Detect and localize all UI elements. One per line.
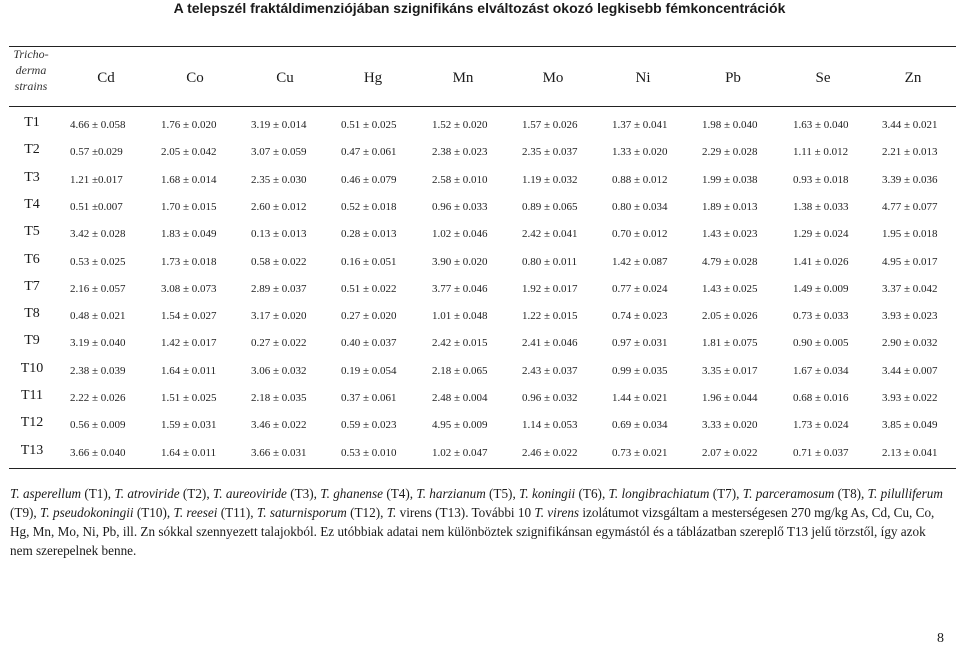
table-cell: 0.99 ± 0.035 [612, 364, 668, 377]
table-cell: 3.42 ± 0.028 [70, 228, 126, 241]
table-cell: 3.35 ± 0.017 [702, 364, 758, 377]
footnote-text: (T9), [10, 505, 41, 520]
footnote-text: (T10), [133, 505, 174, 520]
row-strain-label: T3 [24, 169, 40, 185]
table-cell: 0.40 ± 0.037 [341, 337, 397, 350]
metal-header: Pb [725, 70, 741, 86]
table-cell: 0.47 ± 0.061 [341, 146, 397, 159]
footnote-text: virens (T13). További 10 [396, 505, 535, 520]
table-cell: 3.90 ± 0.020 [432, 255, 488, 268]
metal-header: Cu [276, 70, 294, 86]
table-cell: 1.42 ± 0.017 [161, 337, 217, 350]
row-strain-label: T10 [20, 360, 44, 376]
metal-header: Co [186, 70, 204, 86]
table-cell: 0.27 ± 0.022 [251, 337, 307, 350]
table-cell: 1.54 ± 0.027 [161, 310, 217, 323]
table-cell: 1.89 ± 0.013 [702, 200, 758, 213]
table-cell: 0.68 ± 0.016 [793, 392, 849, 404]
row-strain-label: T13 [20, 442, 44, 458]
table-cell: 0.77 ± 0.024 [612, 282, 668, 295]
footnote [10, 484, 950, 560]
table-cell: 0.53 ± 0.025 [70, 255, 126, 268]
table-cell: 1.02 ± 0.046 [432, 228, 488, 241]
table-cell: 2.46 ± 0.022 [522, 446, 578, 459]
row-strain-label: T1 [24, 115, 40, 130]
table-cell: 2.90 ± 0.032 [882, 337, 938, 350]
table-cell: 3.66 ± 0.031 [251, 446, 307, 459]
table-cell: 2.21 ± 0.013 [882, 146, 938, 159]
table-cell: 1.52 ± 0.020 [432, 119, 488, 131]
table-cell: 1.57 ± 0.026 [522, 119, 578, 131]
metal-header: Cd [97, 70, 115, 86]
table-cell: 0.58 ± 0.022 [251, 255, 307, 268]
table-cell: 3.37 ± 0.042 [882, 282, 938, 295]
table-cell: 2.22 ± 0.026 [70, 392, 126, 404]
table-cell: 0.46 ± 0.079 [341, 173, 397, 186]
table-cell: 0.57 ±0.029 [70, 146, 123, 159]
table-cell: 1.44 ± 0.021 [612, 392, 668, 404]
table-cell: 1.64 ± 0.011 [161, 364, 217, 377]
table-cell: 3.17 ± 0.020 [251, 310, 307, 323]
table-cell: 2.41 ± 0.046 [522, 337, 578, 350]
table-cell: 0.88 ± 0.012 [612, 173, 668, 186]
table-cell: 1.49 ± 0.009 [793, 282, 849, 295]
table-cell: 1.22 ± 0.015 [522, 310, 578, 323]
table-cell: 1.41 ± 0.026 [793, 255, 849, 268]
table-cell: 2.42 ± 0.015 [432, 337, 488, 350]
row-strain-label: T5 [24, 224, 40, 240]
table-cell: 2.60 ± 0.012 [251, 200, 307, 213]
metal-header: Ni [635, 70, 651, 86]
table-cell: 0.96 ± 0.033 [432, 200, 488, 213]
strain-header-line-3: strains [14, 79, 48, 93]
row-strain-label: T6 [24, 251, 40, 267]
footnote-text: (T8), [834, 486, 868, 501]
species-name: T. atroviride [114, 486, 180, 501]
table-cell: 2.35 ± 0.037 [522, 146, 578, 159]
table-cell: 0.56 ± 0.009 [70, 419, 126, 432]
table-cell: 2.35 ± 0.030 [251, 173, 307, 186]
footnote-text: izolátumot vizsgáltam a mesterségesen 270 mg/kg As, Cd, Cu, Co, Hg, Mn, Mo, Ni, Pb, ill. Zn sókkal szennyezett talajokból. Ez utóbbiak adatai nem különböztek szignifikánsan egymástól és a táblázatban szereplő T13 jelű törzstől, így azok nem szerepelnek benne. [10, 505, 935, 558]
table-cell: 2.29 ± 0.028 [702, 146, 758, 159]
table-cell: 3.07 ± 0.059 [251, 146, 307, 159]
table-cell: 0.93 ± 0.018 [793, 173, 849, 186]
table-cell: 1.43 ± 0.023 [702, 228, 758, 241]
footnote-text: (T7), [709, 486, 743, 501]
table-cell: 3.66 ± 0.040 [70, 446, 126, 459]
table-cell: 2.16 ± 0.057 [70, 282, 126, 295]
species-name: T. parceramosum [742, 486, 835, 501]
table-cell: 1.19 ± 0.032 [522, 173, 578, 186]
row-strain-label: T9 [24, 333, 40, 349]
table-cell: 0.71 ± 0.037 [793, 446, 849, 459]
table-cell: 1.11 ± 0.012 [793, 146, 849, 159]
table-cell: 2.05 ± 0.026 [702, 310, 758, 323]
species-name: T. saturnisporum [256, 505, 347, 520]
table-cell: 0.80 ± 0.011 [522, 255, 578, 268]
table-cell: 2.38 ± 0.039 [70, 364, 126, 377]
species-name: T. asperellum [10, 486, 82, 501]
table-cell: 0.97 ± 0.031 [612, 337, 668, 350]
table-cell: 3.19 ± 0.014 [251, 119, 307, 131]
species-name: T. [386, 505, 397, 520]
table-cell: 4.95 ± 0.017 [882, 255, 938, 268]
table-cell: 1.43 ± 0.025 [702, 282, 758, 295]
table-cell: 0.74 ± 0.023 [612, 310, 668, 323]
strain-column-header [10, 46, 52, 94]
table-cell: 0.80 ± 0.034 [612, 200, 668, 213]
table-cell: 2.58 ± 0.010 [432, 173, 488, 186]
table-cell: 3.44 ± 0.021 [882, 119, 938, 131]
table-cell: 0.73 ± 0.033 [793, 310, 849, 323]
species-name: T. harzianum [416, 486, 486, 501]
row-strain-label: T7 [24, 278, 40, 294]
table-cell: 2.13 ± 0.041 [882, 446, 938, 459]
table-cell: 1.81 ± 0.075 [702, 337, 758, 350]
table-cell: 0.28 ± 0.013 [341, 228, 397, 241]
table-top-rule [9, 46, 956, 47]
table-cell: 1.95 ± 0.018 [882, 228, 938, 241]
footnote-text: (T6), [575, 486, 609, 501]
metal-header: Mn [452, 70, 474, 86]
row-strain-label: T12 [20, 415, 44, 431]
table-cell: 1.73 ± 0.018 [161, 255, 217, 268]
table-cell: 0.52 ± 0.018 [341, 200, 397, 213]
table-cell: 0.37 ± 0.061 [341, 392, 397, 404]
row-strain-label: T8 [24, 306, 40, 322]
table-cell: 1.14 ± 0.053 [522, 419, 578, 432]
table-cell: 3.06 ± 0.032 [251, 364, 307, 377]
table-cell: 3.93 ± 0.023 [882, 310, 938, 323]
table-cell: 0.19 ± 0.054 [341, 364, 397, 377]
table-cell: 1.67 ± 0.034 [793, 364, 849, 377]
table-cell: 1.76 ± 0.020 [161, 119, 217, 131]
table-cell: 1.42 ± 0.087 [612, 255, 668, 268]
footnote-text: (T4), [383, 486, 417, 501]
table-cell: 0.70 ± 0.012 [612, 228, 668, 241]
table-cell: 0.89 ± 0.065 [522, 200, 578, 213]
strain-header-line-1: Tricho- [13, 47, 49, 61]
strain-header-line-2: derma [15, 63, 47, 77]
table-cell: 4.79 ± 0.028 [702, 255, 758, 268]
table-cell: 0.51 ± 0.025 [341, 119, 397, 131]
row-strain-label: T2 [24, 142, 40, 158]
table-cell: 3.19 ± 0.040 [70, 337, 126, 350]
table-cell: 1.92 ± 0.017 [522, 282, 578, 295]
species-name: T. aureoviride [212, 486, 287, 501]
table-cell: 3.08 ± 0.073 [161, 282, 217, 295]
table-cell: 1.38 ± 0.033 [793, 200, 849, 213]
metal-header: Mo [542, 70, 564, 86]
table-cell: 2.07 ± 0.022 [702, 446, 758, 459]
footnote-text: (T2), [179, 486, 213, 501]
table-cell: 2.48 ± 0.004 [432, 392, 488, 404]
table-cell: 3.33 ± 0.020 [702, 419, 758, 432]
species-name: T. pilulliferum [867, 486, 943, 501]
table-cell: 4.66 ± 0.058 [70, 119, 126, 131]
table-cell: 0.16 ± 0.051 [341, 255, 397, 268]
table-cell: 0.51 ± 0.022 [341, 282, 397, 295]
table-cell: 0.51 ±0.007 [70, 200, 123, 213]
table-cell: 1.29 ± 0.024 [793, 228, 849, 241]
table-cell: 1.96 ± 0.044 [702, 392, 758, 404]
table-cell: 0.90 ± 0.005 [793, 337, 849, 350]
species-name: T. virens [534, 505, 580, 520]
table-cell: 2.05 ± 0.042 [161, 146, 217, 159]
table-cell: 0.73 ± 0.021 [612, 446, 668, 459]
table-cell: 1.01 ± 0.048 [432, 310, 488, 323]
table-cell: 2.18 ± 0.035 [251, 392, 307, 404]
table-cell: 3.77 ± 0.046 [432, 282, 488, 295]
table-cell: 3.39 ± 0.036 [882, 173, 938, 186]
metal-header: Hg [363, 70, 383, 86]
table-cell: 3.46 ± 0.022 [251, 419, 307, 432]
table-cell: 2.89 ± 0.037 [251, 282, 307, 295]
table-cell: 1.33 ± 0.020 [612, 146, 668, 159]
table-cell: 3.93 ± 0.022 [882, 392, 938, 404]
table-cell: 0.27 ± 0.020 [341, 310, 397, 323]
table-cell: 1.51 ± 0.025 [161, 392, 217, 404]
header-bottom-rule [9, 106, 956, 107]
table-cell: 0.13 ± 0.013 [251, 228, 307, 241]
species-name: T. reesei [173, 505, 218, 520]
footnote-text: (T11), [217, 505, 257, 520]
table-cell: 1.68 ± 0.014 [161, 173, 217, 186]
table-cell: 1.02 ± 0.047 [432, 446, 488, 459]
row-strain-label: T4 [24, 196, 40, 212]
species-name: T. longibrachiatum [608, 486, 710, 501]
metal-header: Zn [904, 70, 922, 86]
table-bottom-rule [9, 468, 956, 469]
species-name: T. pseudokoningii [40, 505, 134, 520]
table-cell: 1.37 ± 0.041 [612, 119, 668, 131]
table-cell: 1.64 ± 0.011 [161, 446, 217, 459]
table-cell: 2.18 ± 0.065 [432, 364, 488, 377]
row-strain-label: T11 [20, 388, 44, 403]
species-name: T. koningii [519, 486, 576, 501]
table-cell: 1.98 ± 0.040 [702, 119, 758, 131]
table-cell: 2.42 ± 0.041 [522, 228, 578, 241]
table-cell: 4.95 ± 0.009 [432, 419, 488, 432]
table-cell: 1.83 ± 0.049 [161, 228, 217, 241]
table-cell: 0.69 ± 0.034 [612, 419, 668, 432]
table-cell: 1.99 ± 0.038 [702, 173, 758, 186]
table-cell: 0.59 ± 0.023 [341, 419, 397, 432]
table-cell: 0.53 ± 0.010 [341, 446, 397, 459]
footnote-text: (T5), [485, 486, 520, 501]
species-name: T. ghanense [320, 486, 384, 501]
table-cell: 3.44 ± 0.007 [882, 364, 938, 377]
table-cell: 0.96 ± 0.032 [522, 392, 578, 404]
footnote-text: (T3), [286, 486, 321, 501]
table-cell: 1.21 ±0.017 [70, 173, 123, 186]
table-cell: 0.48 ± 0.021 [70, 310, 126, 323]
footnote-text: (T12), [346, 505, 387, 520]
page-title: A telepszél fraktáldimenziójában szignifikáns elváltozást okozó legkisebb fémkoncentrációk [173, 0, 786, 16]
metal-header: Se [815, 70, 831, 86]
table-cell: 1.70 ± 0.015 [161, 200, 217, 213]
table-cell: 1.63 ± 0.040 [793, 119, 849, 131]
table-cell: 3.85 ± 0.049 [882, 419, 938, 432]
table-cell: 1.59 ± 0.031 [161, 419, 217, 432]
footnote-text: (T1), [81, 486, 115, 501]
table-cell: 2.38 ± 0.023 [432, 146, 488, 159]
table-cell: 2.43 ± 0.037 [522, 364, 578, 377]
page-number: 8 [937, 631, 944, 646]
table-cell: 1.73 ± 0.024 [793, 419, 849, 432]
table-cell: 4.77 ± 0.077 [882, 200, 938, 213]
